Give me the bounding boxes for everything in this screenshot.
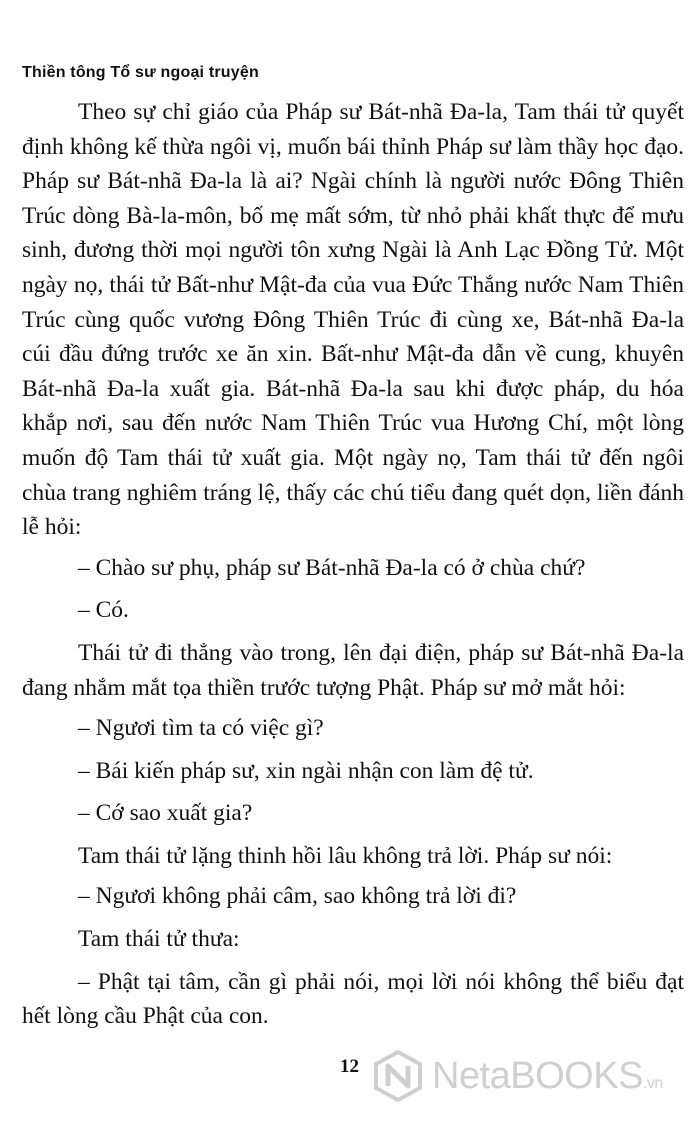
paragraph: Thái tử đi thẳng vào trong, lên đại điện, pháp sư Bát-nhã Đa-la đang nhắm mắt tọa thiền trước tượng Phật. Pháp sư mở mắt hỏi: [22, 639, 684, 701]
dialogue-line: – Phật tại tâm, cần gì phải nói, mọi lời nói không thể biểu đạt hết lòng cầu Phật của con. [22, 968, 684, 1030]
dialogue-line: – Có. [78, 597, 129, 624]
running-header: Thiền tông Tổ sư ngoại truyện [22, 64, 259, 81]
paragraph: Theo sự chỉ giáo của Pháp sư Bát-nhã Đa-la, Tam thái tử quyết định không kế thừa ngôi vị, muốn bái thỉnh Pháp sư làm thầy học đạo. Pháp sư Bát-nhã Đa-la là ai? Ngài chính là người nước Đông Thiên Trúc dòng Bà-la-môn, bố mẹ mất sớm, từ nhỏ phải khất thực để mưu sinh, đương thời mọi người tôn xưng Ngài là Anh Lạc Đồng Tử. Một ngày nọ, thái tử Bất-như Mật-đa của vua Đức Thắng nước Nam Thiên Trúc cùng quốc vương Đông Thiên Trúc đi cùng xe, Bát-nhã Đa-la cúi đầu đứng trước xe ăn xin. Bất-như Mật-đa dẫn về cung, khuyên Bát-nhã Đa-la xuất gia. Bát-nhã Đa-la sau khi được pháp, du hóa khắp nơi, sau đến nước Nam Thiên Trúc vua Hương Chí, một lòng muốn độ Tam thái tử xuất gia. Một ngày nọ, Tam thái tử đến ngôi chùa trang nghiêm tráng lệ, thấy các chú tiểu đang quét dọn, liền đánh lễ hỏi: [22, 99, 684, 541]
watermark-suffix: .vn [642, 1074, 663, 1092]
body-text [22, 95, 684, 1040]
page-number: 12 [340, 1056, 359, 1077]
dialogue-line: – Ngươi tìm ta có việc gì? [78, 715, 324, 742]
dialogue-line: – Ngươi không phải câm, sao không trả lời đi? [78, 883, 517, 910]
dialogue-line: – Chào sư phụ, pháp sư Bát-nhã Đa-la có ở chùa chứ? [78, 554, 586, 581]
paragraph: Tam thái tử lặng thinh hồi lâu không trả lời. Pháp sư nói: [78, 842, 613, 869]
netabooks-logo-icon [372, 1050, 424, 1102]
dialogue-line: – Bái kiến pháp sư, xin ngài nhận con làm đệ tử. [78, 757, 534, 784]
watermark [372, 1046, 663, 1106]
watermark-brand: NetaBOOKS.vn [432, 1054, 663, 1097]
dialogue-line: – Cớ sao xuất gia? [78, 800, 253, 827]
dialogue-line: Tam thái tử thưa: [78, 926, 240, 953]
